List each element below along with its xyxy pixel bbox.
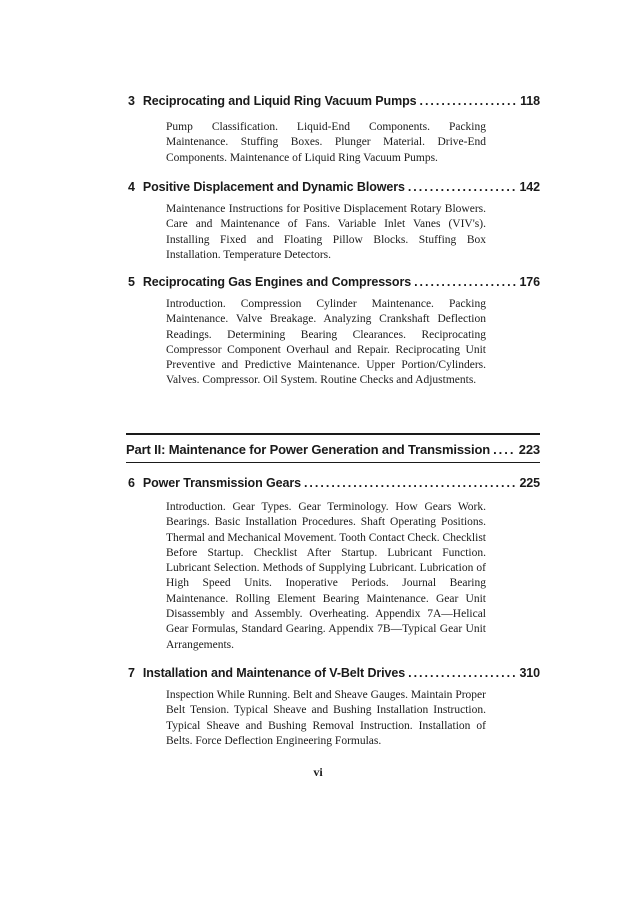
chapter-number: 7 [128,666,135,680]
chapter-number: 5 [128,275,135,289]
dot-leader [408,666,516,680]
chapter-description: Pump Classification. Liquid-End Components. Packing Maintenance. Stuffing Boxes. Plunger Material. Drive-End Components. Maintenance of Liquid Ring Vacuum Pumps. [166,121,486,164]
chapter-number: 4 [128,180,135,194]
chapter-description: Introduction. Gear Types. Gear Terminology. How Gears Work. Bearings. Basic Installation Procedures. Shaft Operating Positions. Thermal and Mechanical Movement. Tooth Contact Check. Checklist Before Startup. Checklist After Startup. Lubricant Function. Lubricant Selection. Methods of Supplying Lubricant. Lubrication of High Speed Units. Inoperative Periods. Journal Bearing Maintenance. Rolling Element Bearing Maintenance. Gear Unit Disassembly and Assembly. Overheating. Appendix 7A—Helical Gear Formulas, Standard Gearing. Appendix 7B—Typical Gear Unit Arrangements. [166,501,486,651]
part-title: Part II: Maintenance for Power Generation and Transmission [126,442,491,457]
chapter-number: 3 [128,94,135,108]
dot-leader [304,476,516,490]
chapter-description: Introduction. Compression Cylinder Maintenance. Packing Maintenance. Valve Breakage. Analyzing Crankshaft Deflection Readings. Determining Bearing Clearances. Reciprocating Compressor Component Overhaul and Repair. Reciprocating Unit Preventive and Predictive Maintenance. Upper Portion/Cylinders. Valves. Compressor. Oil System. Routine Checks and Adjustments. [166,298,486,387]
chapter-title: Power Transmission Gears [142,476,301,490]
toc-entry-chapter-6 [128,476,540,490]
chapter-page-number: 176 [519,275,540,289]
toc-entry-chapter-3 [128,94,540,108]
part-heading [126,442,540,457]
chapter-description: Maintenance Instructions for Positive Displacement Rotary Blowers. Care and Maintenance of Fans. Variable Inlet Vanes (VIV's). Installing Fixed and Floating Pillow Blocks. Stuffing Box Installation. Temperature Detectors. [166,203,486,261]
part-rule-bottom [126,462,540,463]
chapter-number: 6 [128,476,135,490]
dot-leader [408,180,517,194]
chapter-page-number: 118 [520,94,540,108]
toc-entry-chapter-4 [128,180,540,194]
page-folio: vi [313,765,323,779]
chapter-title: Positive Displacement and Dynamic Blowers [142,180,405,194]
chapter-page-number: 225 [519,476,540,490]
toc-entry-chapter-7 [128,666,540,680]
dot-leader [419,94,517,108]
chapter-title: Installation and Maintenance of V-Belt Drives [142,666,406,680]
chapter-title: Reciprocating and Liquid Ring Vacuum Pumps [142,94,417,108]
chapter-page-number: 142 [519,180,540,194]
chapter-title: Reciprocating Gas Engines and Compressors [142,275,412,289]
chapter-description: Inspection While Running. Belt and Sheave Gauges. Maintain Proper Belt Tension. Typical Sheave and Bushing Installation Instruction. Typical Sheave and Bushing Removal Instruction. Installation of Belts. Force Deflection Engineering Formulas. [166,689,486,747]
part-page-number: 223 [518,442,540,457]
part-rule-top [126,433,540,435]
dot-leader [493,442,516,457]
dot-leader [414,275,516,289]
chapter-page-number: 310 [519,666,540,680]
toc-entry-chapter-5 [128,275,540,289]
